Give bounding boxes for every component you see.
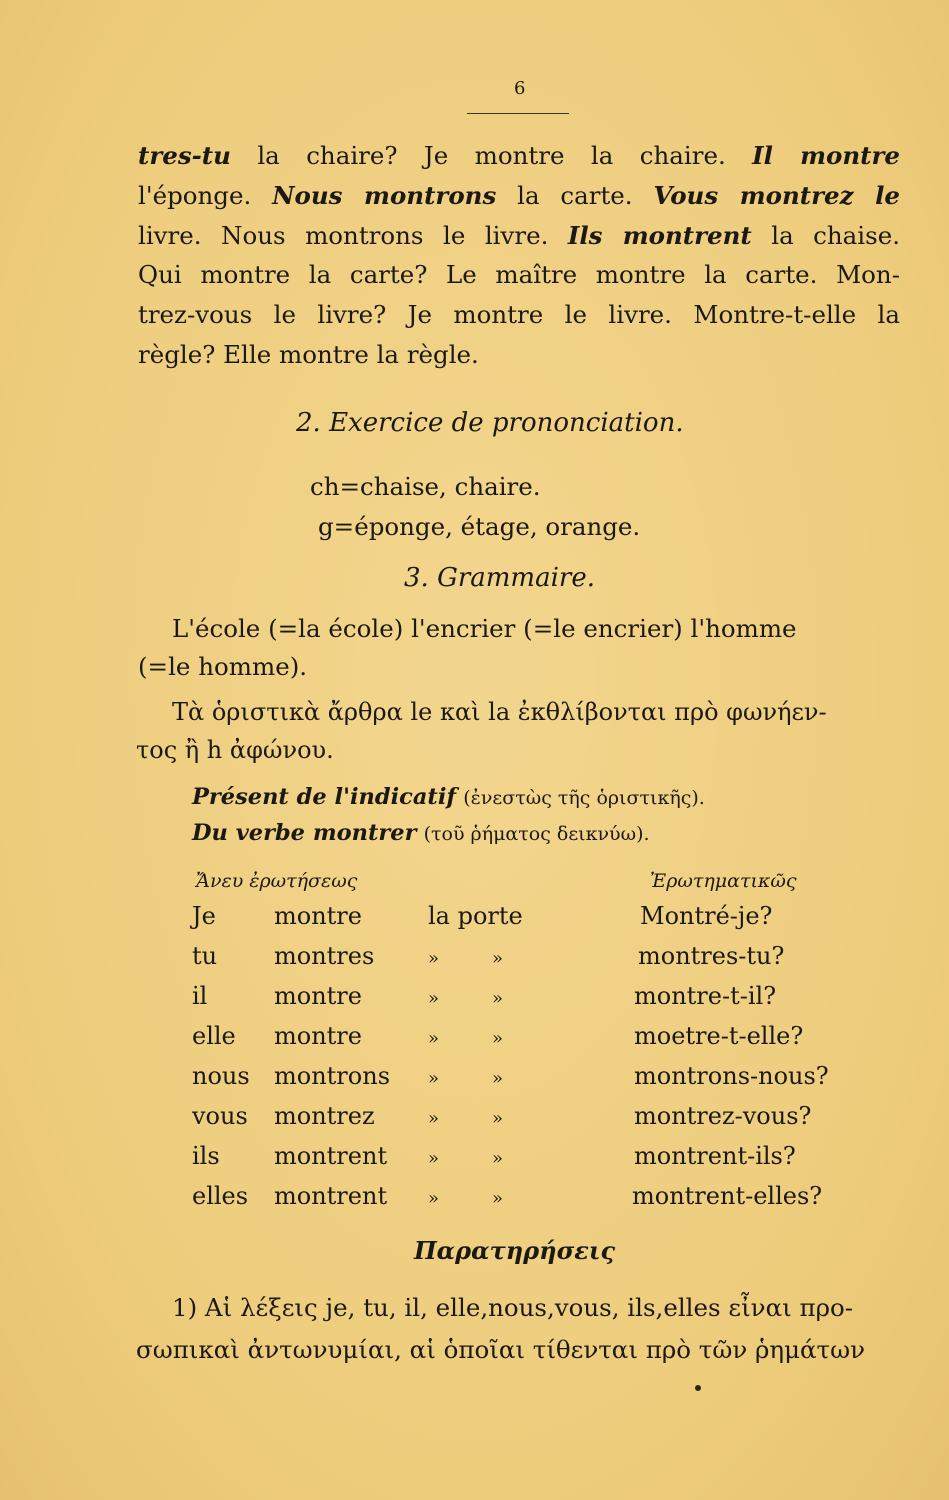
question-cell: Montré-je?: [640, 902, 773, 930]
verb-cell: montre: [274, 1022, 362, 1050]
pronoun-cell: tu: [192, 942, 218, 970]
text-run: la carte.: [496, 180, 654, 210]
pronoun-cell: elles: [192, 1182, 249, 1210]
observation-1: [136, 1287, 900, 1371]
text-run: l'éponge.: [138, 180, 273, 210]
ditto-cell: »: [492, 1108, 504, 1129]
verb-title: [192, 820, 650, 846]
paragraph-line: [138, 335, 900, 375]
question-cell: moetre-t-elle?: [634, 1022, 804, 1050]
greek-note-line-1: Τὰ ὁριστικὰ ἄρθρα le καὶ la ἐκθλίβονται πρὸ φωνήεν-: [172, 698, 827, 726]
object-cell: »: [428, 1028, 440, 1049]
question-cell: montrez-vous?: [634, 1102, 812, 1130]
conjugation-row: [192, 1062, 872, 1102]
section-3-heading: 3. Grammaire.: [404, 563, 595, 593]
column-header-affirmative: Ἄνευ ἐρωτήσεως: [196, 870, 358, 892]
ditto-cell: »: [492, 1148, 504, 1169]
text-run: Qui montre la carte? Le maître montre la carte. Mon-: [138, 260, 900, 290]
text-run: la chaire? Je montre la chaire.: [230, 141, 753, 170]
question-cell: montre-t-il?: [634, 982, 777, 1010]
text-run: la chaise.: [751, 220, 900, 250]
pronoun-cell: nous: [192, 1062, 250, 1090]
object-cell: »: [428, 1068, 440, 1089]
verb-cell: montre: [274, 902, 362, 930]
object-cell: »: [428, 988, 440, 1009]
verb-title-french: Du verbe montrer: [192, 820, 417, 846]
present-title-french: Présent de l'indicatif: [192, 784, 457, 810]
object-cell: »: [428, 948, 440, 969]
text-run: trez-vous le livre? Je montre le livre. Montre-t-elle la: [138, 300, 900, 330]
italic-phrase: Nous montrons: [272, 180, 497, 210]
section-2-heading: 2. Exercice de prononciation.: [296, 408, 684, 438]
text-run: livre. Nous montrons le livre.: [138, 220, 568, 250]
ink-speck: [695, 1385, 701, 1391]
object-cell: »: [428, 1188, 440, 1209]
ditto-cell: »: [492, 1068, 504, 1089]
conjugation-row: [192, 1102, 872, 1142]
paragraph-line: [138, 255, 900, 295]
pronunciation-line-ch: ch=chaise, chaire.: [310, 472, 541, 501]
paragraph-line: [138, 216, 900, 256]
pronoun-cell: ils: [192, 1142, 220, 1170]
ditto-cell: »: [492, 948, 504, 969]
object-cell: la porte: [428, 902, 523, 930]
conjugation-row: [192, 902, 872, 942]
verb-cell: montre: [274, 982, 362, 1010]
page-number-rule: [467, 113, 569, 114]
question-cell: montrons-nous?: [634, 1062, 829, 1090]
question-cell: montres-tu?: [638, 942, 785, 970]
ditto-cell: »: [492, 1028, 504, 1049]
pronoun-cell: il: [192, 982, 208, 1010]
reading-paragraph: [138, 136, 900, 375]
ditto-cell: »: [492, 1188, 504, 1209]
conjugation-row: [192, 942, 872, 982]
conjugation-row: [192, 982, 872, 1022]
conjugation-row: [192, 1182, 872, 1222]
italic-phrase: Ils montrent: [567, 220, 752, 250]
conjugation-row: [192, 1142, 872, 1182]
pronoun-cell: vous: [192, 1102, 248, 1130]
observations-title: Παρατηρήσεις: [414, 1236, 616, 1265]
pronoun-cell: Je: [192, 902, 216, 930]
present-title-greek: (ἐνεστὼς τῆς ὁριστικῆς).: [463, 787, 705, 809]
text-run: règle? Elle montre la règle.: [138, 339, 479, 369]
italic-phrase: Vous montrez le: [653, 180, 901, 210]
present-indicative-title: [192, 784, 705, 810]
pronunciation-line-g: g=éponge, étage, orange.: [318, 512, 641, 541]
conjugation-row: [192, 1022, 872, 1062]
paragraph-line: [138, 295, 900, 335]
question-cell: montrent-elles?: [632, 1182, 823, 1210]
greek-note-line-2: τος ἢ h ἀφώνου.: [136, 736, 334, 764]
verb-cell: montrons: [274, 1062, 391, 1090]
object-cell: »: [428, 1108, 440, 1129]
paragraph-line: [138, 136, 900, 176]
paragraph-line: [138, 176, 900, 216]
question-cell: montrent-ils?: [634, 1142, 796, 1170]
pronoun-cell: elle: [192, 1022, 236, 1050]
ditto-cell: »: [492, 988, 504, 1009]
grammar-french-line-1: L'école (=la école) l'encrier (=le encrier) l'homme: [172, 614, 797, 643]
page-number: 6: [514, 78, 526, 99]
grammar-greek-note: [136, 693, 900, 769]
column-header-interrogative: Ἐρωτηματικῶς: [650, 870, 797, 892]
verb-cell: montrez: [274, 1102, 375, 1130]
grammar-french-line-2: (=le homme).: [138, 652, 308, 681]
verb-cell: montres: [274, 942, 375, 970]
observation-line-1: 1) Αἱ λέξεις je, tu, il, elle,nous,vous, ils,elles εἶναι προ-: [172, 1293, 854, 1322]
verb-cell: montrent: [274, 1142, 388, 1170]
observation-line-2: σωπικαὶ ἀντωνυμίαι, αἱ ὁποῖαι τίθενται πρὸ τῶν ῥημάτων: [136, 1335, 865, 1364]
italic-phrase: tres-tu: [138, 141, 231, 170]
italic-phrase: Il montre: [752, 141, 900, 170]
object-cell: »: [428, 1148, 440, 1169]
verb-title-greek: (τοῦ ῥήματος δεικνύω).: [423, 823, 650, 845]
verb-cell: montrent: [274, 1182, 388, 1210]
